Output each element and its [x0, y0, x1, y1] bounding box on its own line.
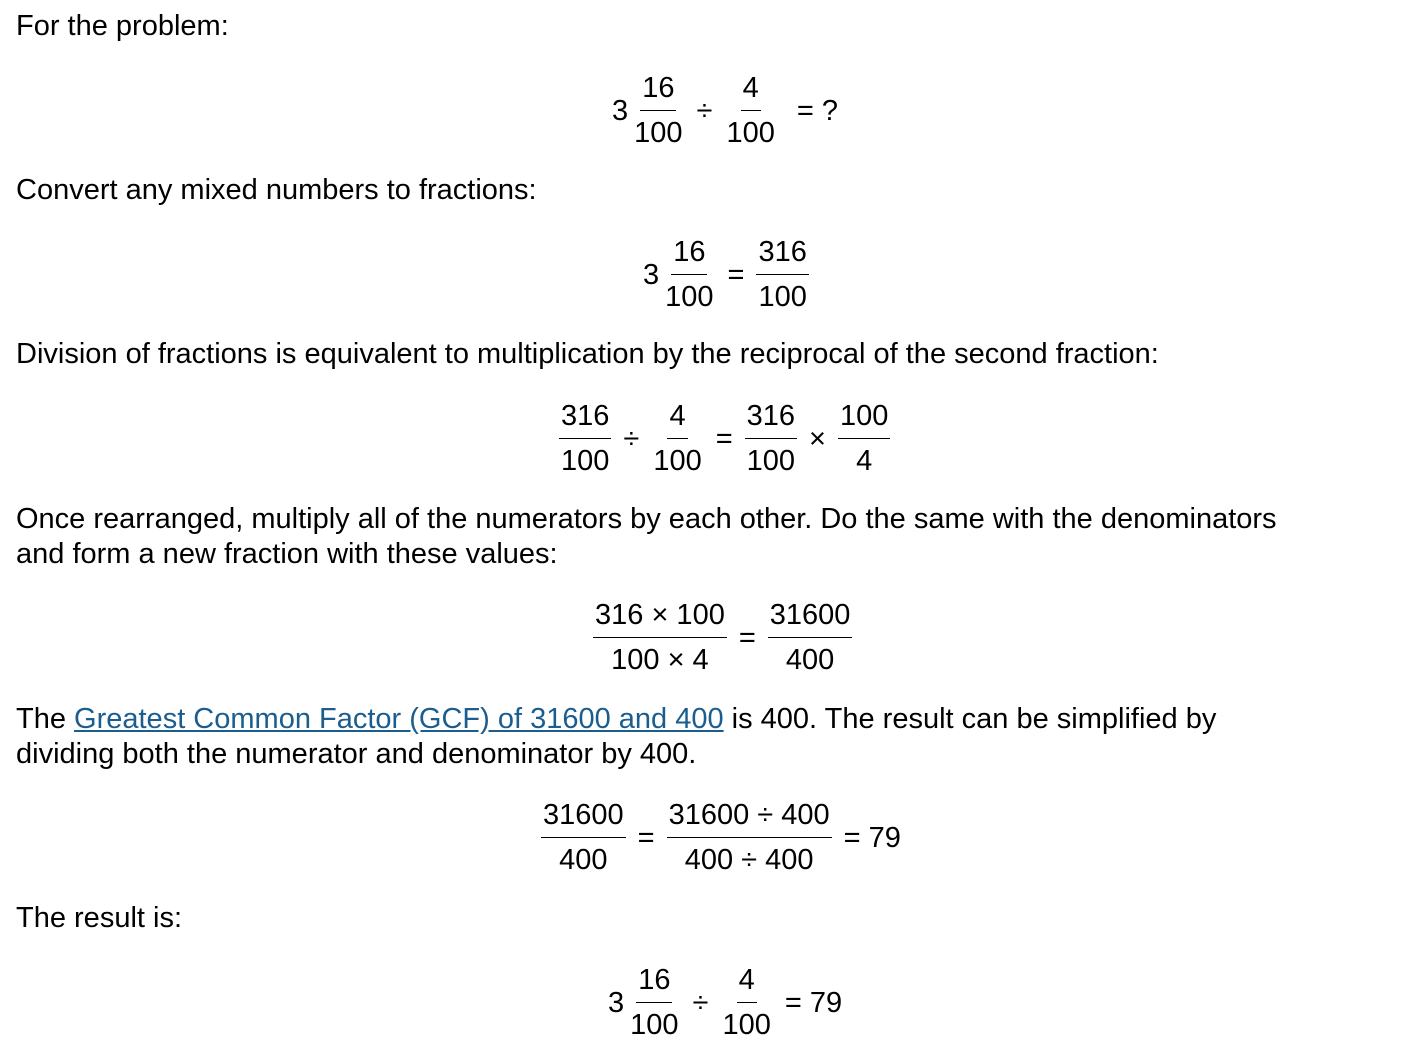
operator: ÷	[623, 422, 640, 455]
denominator: 100 × 4	[611, 644, 709, 676]
operator: =	[715, 422, 733, 455]
rearrange-text-line1: Once rearranged, multiply all of the numerators by each other. Do the same with the denominators	[16, 503, 1277, 535]
numerator: 16	[640, 72, 676, 111]
fraction	[663, 236, 715, 314]
equals-tail: = ?	[796, 94, 838, 127]
denominator: 400 ÷ 400	[684, 844, 814, 876]
reciprocal-equation	[557, 400, 892, 478]
convert-text: Convert any mixed numbers to fractions:	[16, 174, 537, 206]
denominator: 100	[726, 117, 775, 149]
fraction	[628, 964, 680, 1042]
division-text: Division of fractions is equivalent to multiplication by the reciprocal of the second fraction:	[16, 338, 1159, 370]
fraction	[768, 599, 853, 677]
whole-number: 3	[643, 258, 660, 291]
operator: =	[637, 821, 655, 854]
fraction	[667, 799, 832, 877]
fraction	[724, 72, 776, 150]
denominator: 400	[785, 644, 835, 676]
fraction	[838, 400, 890, 478]
gcf-link[interactable]: Greatest Common Factor (GCF) of 31600 and 400	[74, 703, 724, 735]
operator: ×	[809, 422, 826, 455]
numerator: 100	[838, 400, 890, 439]
operator: =	[738, 621, 756, 654]
whole-number: 3	[612, 94, 629, 127]
fraction	[651, 400, 703, 478]
result-text: The result is:	[16, 902, 182, 934]
numerator: 4	[741, 72, 761, 111]
numerator: 16	[636, 964, 672, 1003]
numerator: 31600	[541, 799, 626, 838]
result-equation	[608, 964, 852, 1042]
problem-equation	[612, 72, 848, 150]
fraction	[632, 72, 684, 150]
gcf-text-line2: dividing both the numerator and denominator by 400.	[16, 738, 697, 770]
operator: ÷	[692, 986, 709, 1019]
numerator: 316	[756, 236, 808, 275]
denominator: 100	[653, 445, 702, 477]
numerator: 31600	[768, 599, 853, 638]
numerator: 4	[737, 964, 757, 1003]
numerator: 16	[671, 236, 707, 275]
operator: =	[727, 258, 745, 291]
denominator: 100	[722, 1009, 771, 1041]
fraction	[745, 400, 797, 478]
numerator: 31600 ÷ 400	[667, 799, 832, 838]
intro-text: For the problem:	[16, 10, 229, 42]
gcf-text-pre: The	[16, 703, 75, 735]
fraction	[593, 599, 727, 677]
denominator: 100	[758, 281, 807, 313]
fraction	[559, 400, 611, 478]
fraction	[541, 799, 626, 877]
numerator: 316	[745, 400, 797, 439]
operator: ÷	[696, 94, 713, 127]
denominator: 100	[561, 445, 610, 477]
gcf-text-post: is 400. The result can be simplified by	[723, 703, 1217, 735]
numerator: 316 × 100	[593, 599, 727, 638]
equals-tail: = 79	[843, 821, 901, 854]
rearrange-text-line2: and form a new fraction with these values:	[16, 538, 558, 570]
multiply-equation	[591, 599, 854, 677]
convert-equation	[643, 236, 811, 314]
denominator: 100	[665, 281, 714, 313]
equals-tail: = 79	[784, 986, 843, 1019]
denominator: 400	[559, 844, 608, 876]
fraction	[756, 236, 808, 314]
fraction	[720, 964, 772, 1042]
numerator: 316	[559, 400, 611, 439]
denominator: 4	[856, 445, 873, 477]
denominator: 100	[746, 445, 796, 477]
whole-number: 3	[608, 986, 625, 1019]
denominator: 100	[634, 117, 683, 149]
gcf-text-line1	[16, 702, 1216, 737]
denominator: 100	[630, 1009, 679, 1041]
numerator: 4	[667, 400, 687, 439]
simplify-equation	[539, 799, 911, 877]
